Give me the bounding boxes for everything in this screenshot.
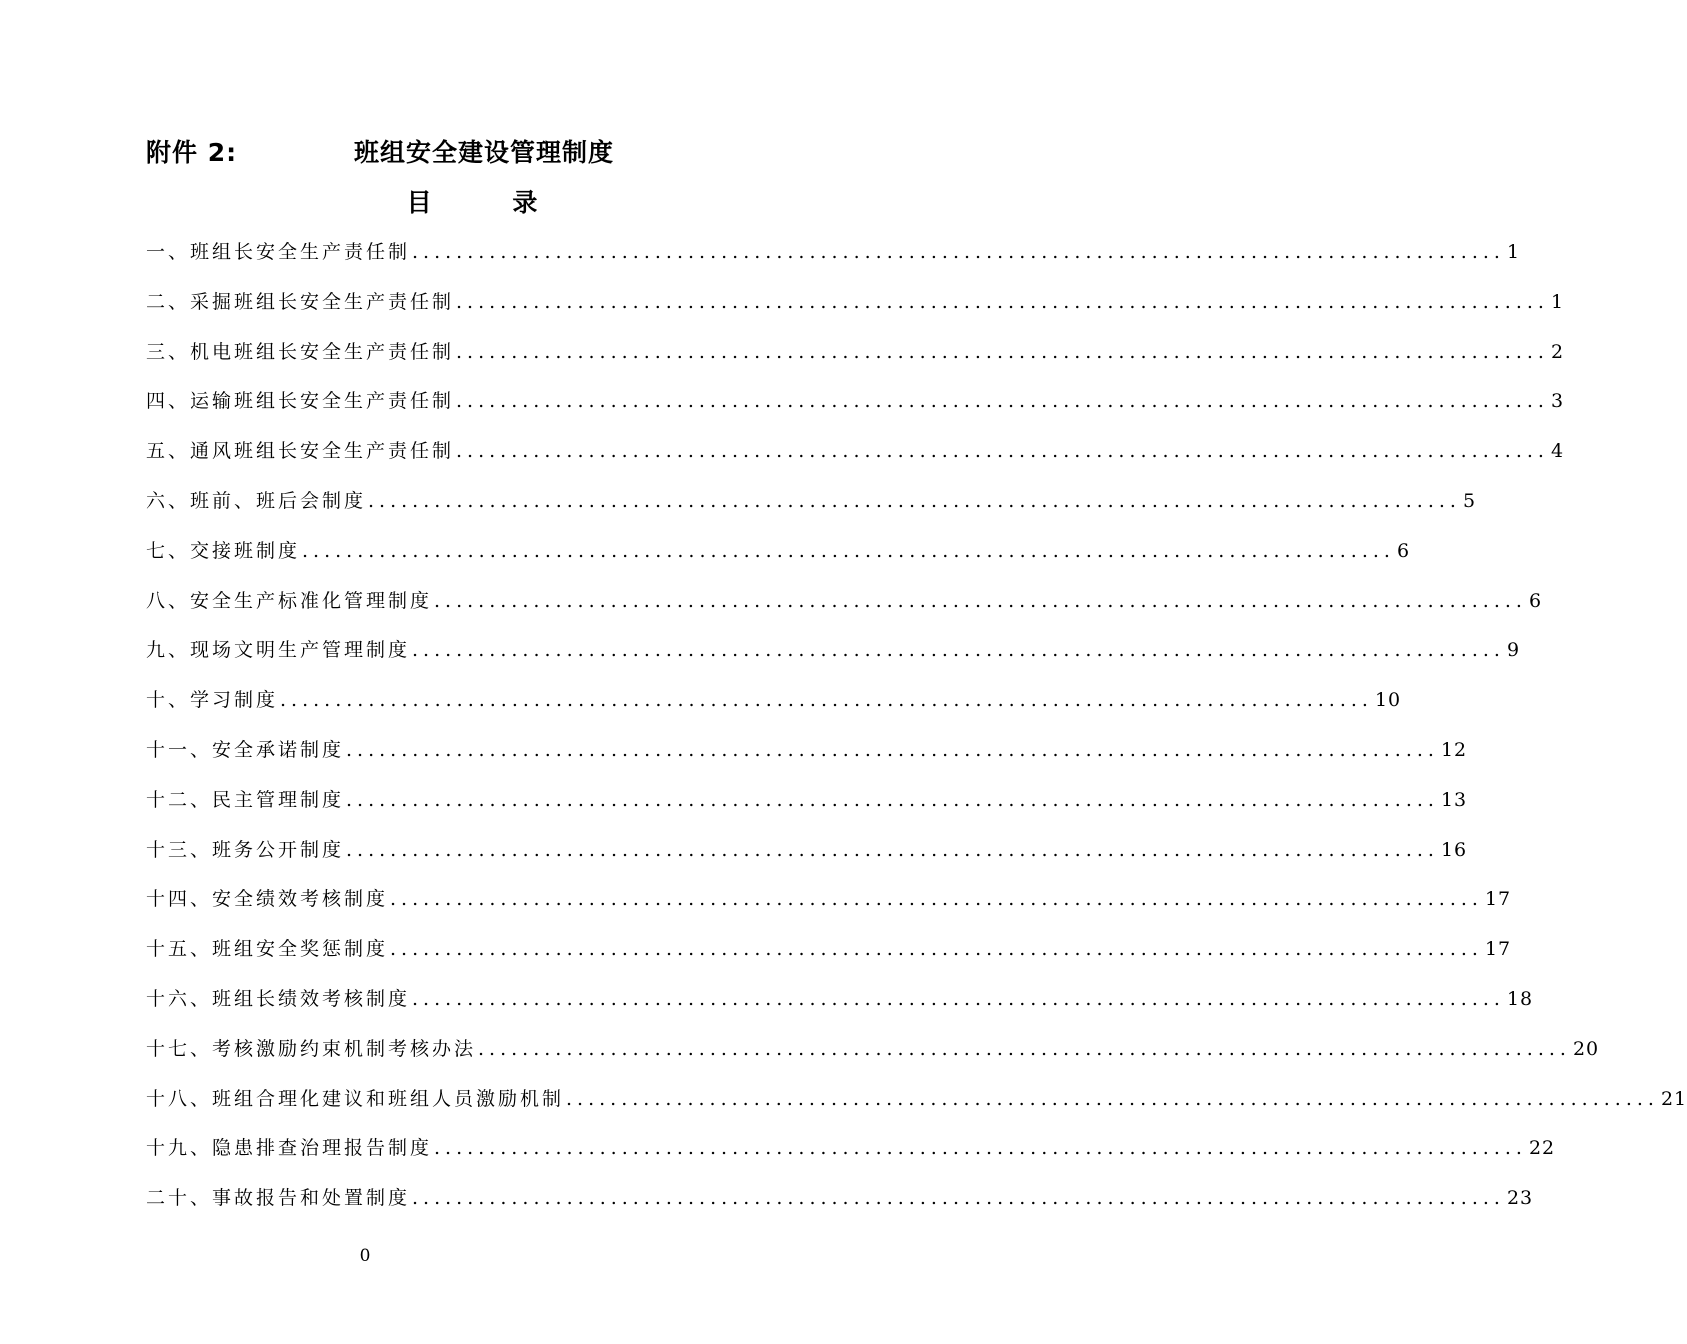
toc-dot-leader: ................................................................................................... [456,390,1549,413]
toc-entry-page: 20 [1572,1037,1600,1060]
toc-entry[interactable] [146,328,1565,378]
toc-entry[interactable] [146,477,1477,527]
toc-dot-leader: ................................................................................................... [412,639,1505,662]
toc-entry-page: 10 [1374,689,1402,712]
toc-entry[interactable] [146,577,1543,627]
document-title: 班组安全建设管理制度 [354,138,615,167]
toc-entry-label: 十二、民主管理制度 [146,788,345,811]
toc-dot-leader: ................................................................................................... [434,589,1527,612]
toc-dot-leader: ................................................................................................... [412,241,1505,263]
page-header [146,133,826,173]
toc-dot-leader: ................................................................................................... [456,440,1549,463]
toc-entry[interactable] [146,826,1468,876]
toc-entry[interactable] [146,278,1565,328]
toc-entry-label: 十一、安全承诺制度 [146,738,345,761]
toc-entry-label: 十五、班组安全奖惩制度 [146,938,389,961]
toc-entry[interactable] [146,626,1521,676]
toc-dot-leader: ................................................................................................... [390,938,1483,961]
toc-entry[interactable] [146,1124,1556,1174]
toc-dot-leader: ................................................................................................... [368,489,1461,512]
toc-entry-label: 七、交接班制度 [146,539,301,562]
toc-entry[interactable] [146,527,1411,577]
toc-entry[interactable] [146,875,1512,925]
toc-dot-leader: ................................................................................................... [390,888,1483,911]
toc-entry-label: 三、机电班组长安全生产责任制 [146,340,455,363]
toc-entry-label: 五、通风班组长安全生产责任制 [146,440,455,463]
toc-entry[interactable] [146,377,1565,427]
toc-entry[interactable] [146,1174,1534,1224]
toc-entry[interactable] [146,925,1512,975]
toc-entry[interactable] [146,1025,1600,1075]
toc-heading: 目 录 [406,188,574,217]
toc-entry[interactable] [146,776,1468,826]
toc-dot-leader: ................................................................................................... [456,340,1549,363]
toc-entry-page: 23 [1506,1187,1534,1210]
toc-entry-page: 2 [1550,340,1565,363]
toc-entry-label: 八、安全生产标准化管理制度 [146,589,433,612]
toc-entry[interactable] [146,726,1468,776]
toc-entry-label: 十九、隐患排查治理报告制度 [146,1137,433,1160]
toc-entry-label: 十、学习制度 [146,689,279,712]
toc-dot-leader: ................................................................................................... [412,987,1505,1010]
toc-entry-label: 十六、班组长绩效考核制度 [146,987,411,1010]
toc-entry[interactable] [146,676,1402,726]
toc-entry-label: 二、采掘班组长安全生产责任制 [146,290,455,313]
toc-entry-page: 13 [1440,788,1468,811]
toc-dot-leader: ................................................................................................... [280,689,1373,712]
toc-entry[interactable] [146,975,1534,1025]
attachment-label: 附件 2: [146,138,238,167]
toc-entry-page: 17 [1484,888,1512,911]
toc-entry-page: 1 [1506,241,1521,263]
toc-entry-page: 9 [1506,639,1521,662]
toc-dot-leader: ................................................................................................... [478,1037,1571,1060]
toc-entry-page: 6 [1528,589,1543,612]
toc-entry-page: 4 [1550,440,1565,463]
toc-entry[interactable] [146,427,1565,477]
toc-entry-label: 十七、考核激励约束机制考核办法 [146,1037,477,1060]
toc-entry-label: 六、班前、班后会制度 [146,489,367,512]
toc-dot-leader: ................................................................................................... [434,1137,1527,1160]
toc-dot-leader: ................................................................................................... [456,290,1549,313]
toc-entry-page: 16 [1440,838,1468,861]
toc-entry-page: 1 [1550,290,1565,313]
table-of-contents [146,228,1687,1224]
toc-entry-page: 22 [1528,1137,1556,1160]
toc-dot-leader: ................................................................................................... [346,738,1439,761]
toc-dot-leader: ................................................................................................... [566,1087,1659,1110]
toc-entry[interactable] [146,228,1521,278]
toc-dot-leader: ................................................................................................... [302,539,1395,562]
toc-entry[interactable] [146,1075,1687,1125]
toc-entry-page: 18 [1506,987,1534,1010]
toc-entry-page: 12 [1440,738,1468,761]
toc-dot-leader: ................................................................................................... [346,788,1439,811]
toc-entry-label: 二十、事故报告和处置制度 [146,1187,411,1210]
page-number: 0 [359,1246,371,1266]
toc-entry-label: 九、现场文明生产管理制度 [146,639,411,662]
toc-dot-leader: ................................................................................................... [412,1187,1505,1210]
toc-entry-page: 5 [1462,489,1477,512]
toc-entry-label: 十八、班组合理化建议和班组人员激励机制 [146,1087,565,1110]
toc-entry-label: 十四、安全绩效考核制度 [146,888,389,911]
toc-entry-page: 21 [1660,1087,1687,1110]
toc-entry-label: 四、运输班组长安全生产责任制 [146,390,455,413]
toc-entry-label: 十三、班务公开制度 [146,838,345,861]
toc-entry-page: 6 [1396,539,1411,562]
toc-dot-leader: ................................................................................................... [346,838,1439,861]
toc-entry-page: 17 [1484,938,1512,961]
toc-entry-page: 3 [1550,390,1565,413]
toc-entry-label: 一、班组长安全生产责任制 [146,241,411,263]
